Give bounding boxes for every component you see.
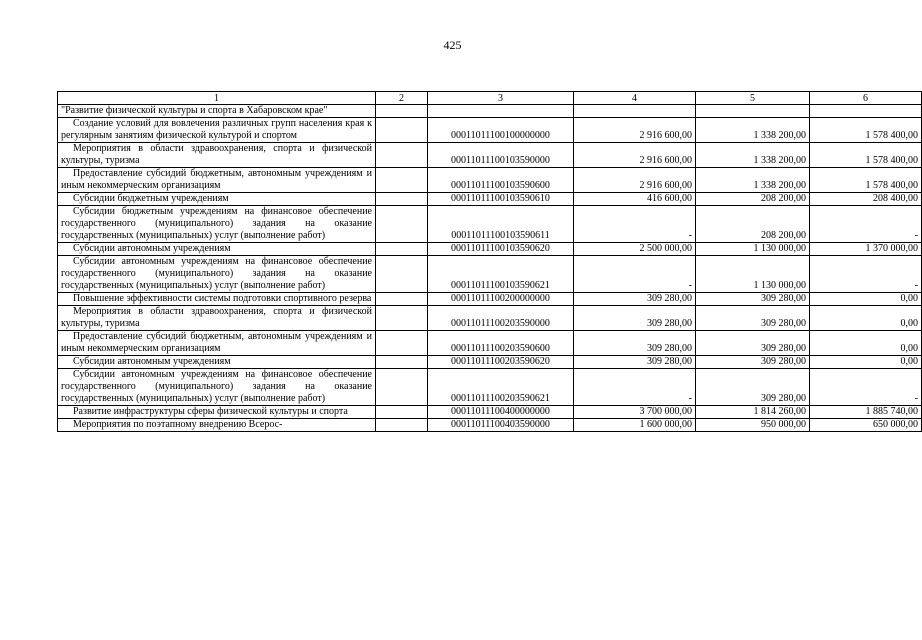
row-code: 00011011100203590000 <box>428 306 574 331</box>
table-row <box>58 356 922 369</box>
row-value-2: 309 280,00 <box>696 331 810 356</box>
row-value-2: 1 130 000,00 <box>696 256 810 293</box>
row-code: 00011011100200000000 <box>428 293 574 306</box>
row-col2 <box>376 105 428 118</box>
budget-table <box>57 91 922 432</box>
row-value-3: 1 578 400,00 <box>810 168 922 193</box>
row-name: Создание условий для вовлечения различных групп населения края к регулярным занятиям физической культурой и спортом <box>58 118 376 143</box>
row-name: Предоставление субсидий бюджетным, автономным учреждениям и иным некоммерческим организациям <box>58 168 376 193</box>
row-value-2: 309 280,00 <box>696 293 810 306</box>
row-value-1: - <box>574 369 696 406</box>
column-header-1: 1 <box>58 92 376 105</box>
row-code: 00011011100103590000 <box>428 143 574 168</box>
table-header-row <box>58 92 922 105</box>
row-value-2: 1 814 260,00 <box>696 406 810 419</box>
table-row <box>58 256 922 293</box>
row-value-1: 2 916 600,00 <box>574 143 696 168</box>
row-value-3: 1 885 740,00 <box>810 406 922 419</box>
table-row <box>58 331 922 356</box>
row-code: 00011011100103590621 <box>428 256 574 293</box>
row-code: 00011011100103590610 <box>428 193 574 206</box>
table-row <box>58 206 922 243</box>
row-value-2: 1 338 200,00 <box>696 143 810 168</box>
row-value-3: 208 400,00 <box>810 193 922 206</box>
table-row <box>58 406 922 419</box>
row-value-3: - <box>810 369 922 406</box>
row-col2 <box>376 143 428 168</box>
row-name: Субсидии автономным учреждениям на финансовое обеспечение государственного (муниципального) задания на оказание государственных (муниципальных) услуг (выполнение работ) <box>58 369 376 406</box>
row-value-3: 1 370 000,00 <box>810 243 922 256</box>
row-name: Субсидии автономным учреждениям <box>58 243 376 256</box>
row-value-1: 2 500 000,00 <box>574 243 696 256</box>
row-value-3 <box>810 105 922 118</box>
row-value-3: - <box>810 206 922 243</box>
row-name: Развитие инфраструктуры сферы физической культуры и спорта <box>58 406 376 419</box>
row-name: Мероприятия в области здравоохранения, спорта и физической культуры, туризма <box>58 306 376 331</box>
row-value-2: 1 338 200,00 <box>696 168 810 193</box>
row-value-1: 309 280,00 <box>574 306 696 331</box>
row-value-2: 208 200,00 <box>696 193 810 206</box>
table-row <box>58 143 922 168</box>
page-number: 425 <box>443 38 462 52</box>
row-value-2: 309 280,00 <box>696 306 810 331</box>
column-header-5: 5 <box>696 92 810 105</box>
row-col2 <box>376 256 428 293</box>
row-col2 <box>376 306 428 331</box>
row-col2 <box>376 243 428 256</box>
row-code: 00011011100203590620 <box>428 356 574 369</box>
row-value-1: 309 280,00 <box>574 293 696 306</box>
row-code: 00011011100203590600 <box>428 331 574 356</box>
row-value-1: - <box>574 256 696 293</box>
table-row <box>58 243 922 256</box>
row-value-1: 309 280,00 <box>574 356 696 369</box>
row-name: "Развитие физической культуры и спорта в Хабаровском крае" <box>58 105 376 118</box>
row-code: 00011011100400000000 <box>428 406 574 419</box>
row-code <box>428 105 574 118</box>
row-value-2: 1 130 000,00 <box>696 243 810 256</box>
row-code: 00011011100403590000 <box>428 419 574 432</box>
row-name: Мероприятия по поэтапному внедрению Всерос- <box>58 419 376 432</box>
row-value-3: 0,00 <box>810 306 922 331</box>
row-col2 <box>376 193 428 206</box>
table-row <box>58 193 922 206</box>
row-name: Субсидии автономным учреждениям <box>58 356 376 369</box>
row-name: Субсидии бюджетным учреждениям <box>58 193 376 206</box>
row-col2 <box>376 369 428 406</box>
row-code: 00011011100203590621 <box>428 369 574 406</box>
row-value-3: 1 578 400,00 <box>810 143 922 168</box>
column-header-3: 3 <box>428 92 574 105</box>
table-row <box>58 419 922 432</box>
row-value-1 <box>574 105 696 118</box>
row-name: Субсидии бюджетным учреждениям на финансовое обеспечение государственного (муниципального) задания на оказание государственных (муниципальных) услуг (выполнение работ) <box>58 206 376 243</box>
row-name: Повышение эффективности системы подготовки спортивного резерва <box>58 293 376 306</box>
row-value-3: 0,00 <box>810 356 922 369</box>
row-value-3: - <box>810 256 922 293</box>
row-name: Мероприятия в области здравоохранения, спорта и физической культуры, туризма <box>58 143 376 168</box>
row-code: 00011011100103590611 <box>428 206 574 243</box>
row-col2 <box>376 206 428 243</box>
row-col2 <box>376 168 428 193</box>
row-code: 00011011100103590600 <box>428 168 574 193</box>
row-value-2: 950 000,00 <box>696 419 810 432</box>
table-row <box>58 369 922 406</box>
row-col2 <box>376 118 428 143</box>
row-value-1: - <box>574 206 696 243</box>
row-col2 <box>376 356 428 369</box>
column-header-2: 2 <box>376 92 428 105</box>
row-value-1: 309 280,00 <box>574 331 696 356</box>
row-col2 <box>376 419 428 432</box>
table-row <box>58 306 922 331</box>
row-value-2: 309 280,00 <box>696 356 810 369</box>
table-row <box>58 168 922 193</box>
table-row <box>58 118 922 143</box>
row-name: Субсидии автономным учреждениям на финансовое обеспечение государственного (муниципального) задания на оказание государственных (муниципальных) услуг (выполнение работ) <box>58 256 376 293</box>
row-code: 00011011100100000000 <box>428 118 574 143</box>
row-col2 <box>376 293 428 306</box>
row-value-2: 309 280,00 <box>696 369 810 406</box>
column-header-4: 4 <box>574 92 696 105</box>
row-value-2: 1 338 200,00 <box>696 118 810 143</box>
row-value-3: 0,00 <box>810 331 922 356</box>
table-row <box>58 293 922 306</box>
row-col2 <box>376 331 428 356</box>
row-value-2: 208 200,00 <box>696 206 810 243</box>
row-value-1: 3 700 000,00 <box>574 406 696 419</box>
row-value-1: 2 916 600,00 <box>574 118 696 143</box>
column-header-6: 6 <box>810 92 922 105</box>
row-value-1: 2 916 600,00 <box>574 168 696 193</box>
row-value-3: 0,00 <box>810 293 922 306</box>
row-value-3: 650 000,00 <box>810 419 922 432</box>
row-value-1: 1 600 000,00 <box>574 419 696 432</box>
table-row <box>58 105 922 118</box>
row-name: Предоставление субсидий бюджетным, автономным учреждениям и иным некоммерческим организациям <box>58 331 376 356</box>
row-col2 <box>376 406 428 419</box>
row-value-2 <box>696 105 810 118</box>
row-code: 00011011100103590620 <box>428 243 574 256</box>
row-value-1: 416 600,00 <box>574 193 696 206</box>
row-value-3: 1 578 400,00 <box>810 118 922 143</box>
